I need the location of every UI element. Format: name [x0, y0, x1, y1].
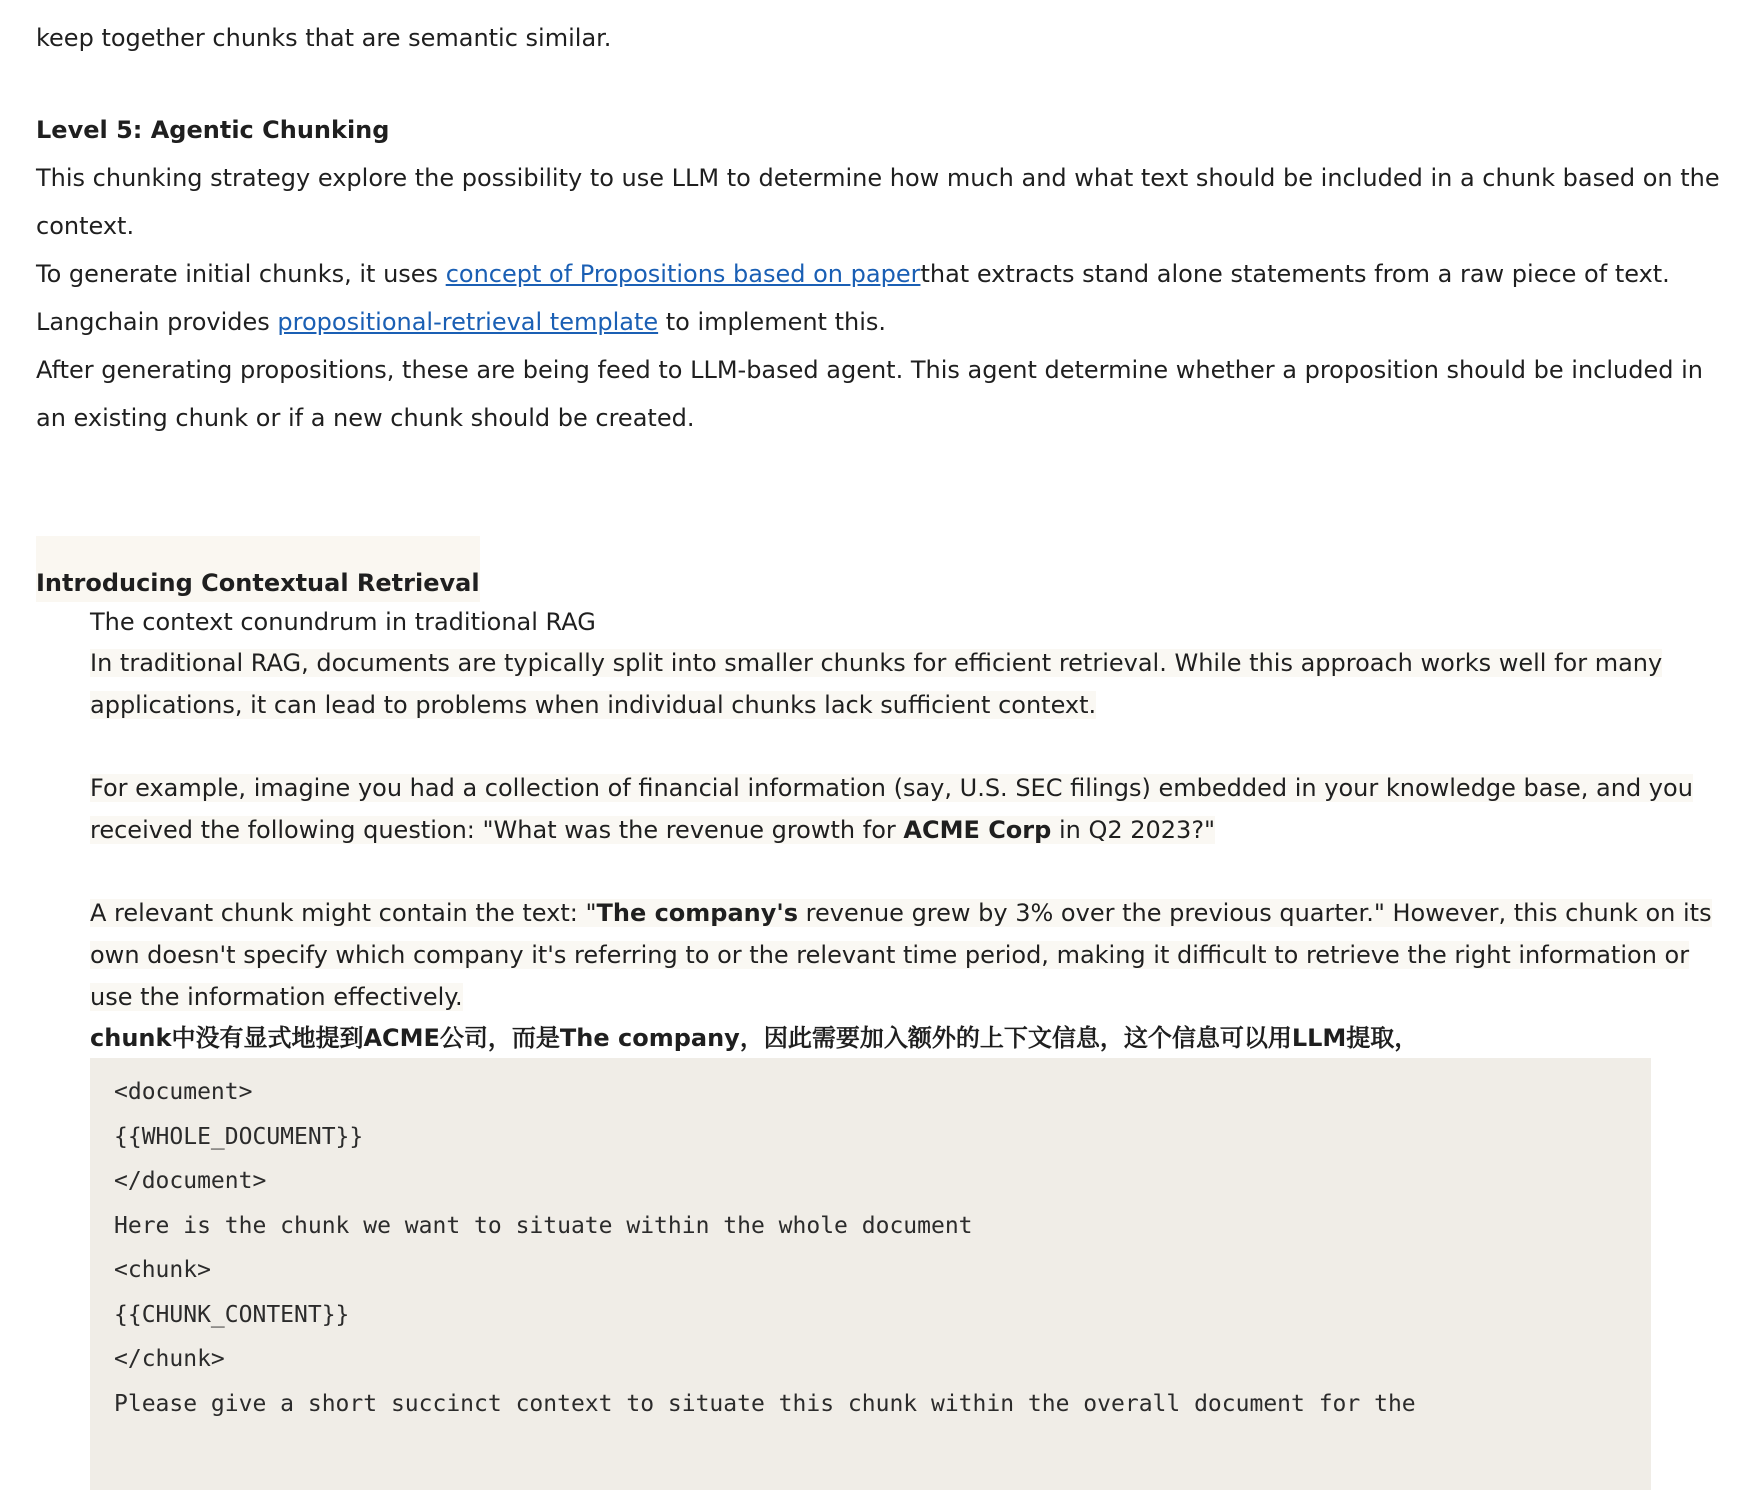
code-line: {{WHOLE_DOCUMENT}} — [114, 1123, 364, 1150]
code-line: {{CHUNK_CONTENT}} — [114, 1301, 350, 1328]
code-line: <chunk> — [114, 1257, 211, 1283]
spacer — [90, 851, 1726, 892]
text-segment: For example, imagine you had a collection of financial information (say, U.S. SEC filings) embedded in your knowledge base, and you received the following question: "What was the revenue growth for — [90, 774, 1693, 844]
code-line: </chunk> — [114, 1346, 225, 1372]
paragraph-example — [90, 767, 1726, 851]
text-segment: to implement this. — [658, 308, 887, 336]
spacer — [90, 726, 1726, 767]
code-line: Please give a short succinct context to situate this chunk within the overall document for the — [114, 1390, 1416, 1417]
section-body — [90, 602, 1726, 1490]
document-top — [36, 0, 1726, 442]
code-block — [90, 1058, 1651, 1490]
paragraph-agentic-strategy: This chunking strategy explore the possibility to use LLM to determine how much and what text should be included in a chunk based on the context. — [36, 164, 1720, 240]
code-line: </document> — [114, 1168, 267, 1194]
bold-text: ACME Corp — [903, 816, 1052, 844]
chinese-note: chunk中没有显式地提到ACME公司，而是The company，因此需要加入额外的上下文信息，这个信息可以用LLM提取， — [90, 1024, 1419, 1052]
level5-heading: Level 5: Agentic Chunking — [36, 116, 390, 144]
text-segment: In traditional RAG, documents are typically split into smaller chunks for efficient retrieval. While this approach works well for many applications, it can lead to problems when individual chunks lack sufficient context. — [90, 649, 1663, 719]
text-segment — [90, 774, 1693, 844]
text-segment: that extracts stand alone statements from a raw piece of text. Langchain provides — [36, 260, 1670, 336]
subheading: The context conundrum in traditional RAG — [90, 608, 596, 636]
spacer — [36, 62, 1726, 106]
text-segment — [90, 899, 1712, 1011]
text-segment: To generate initial chunks, it uses — [36, 260, 446, 288]
propositional-retrieval-template-link[interactable]: propositional-retrieval template — [277, 308, 659, 336]
paragraph-propositions — [36, 250, 1726, 346]
paragraph-agent: After generating propositions, these are being feed to LLM-based agent. This agent determine whether a proposition should be included in an existing chunk or if a new chunk should be created. — [36, 356, 1703, 432]
text-segment: A relevant chunk might contain the text: " — [90, 899, 597, 927]
code-line: <document> — [114, 1079, 253, 1105]
bold-text: The company's — [596, 899, 799, 927]
text-segment: revenue grew by 3% over the previous quarter." However, this chunk on its own doesn't specify which company it's referring to or the relevant time period, making it difficult to retrieve the right information or use the information effectively. — [90, 899, 1712, 1011]
propositions-paper-link[interactable]: concept of Propositions based on paper — [445, 260, 921, 288]
paragraph-semantic-similar: keep together chunks that are semantic similar. — [36, 24, 612, 52]
text-segment: in Q2 2023?" — [1051, 816, 1216, 844]
section-heading: Introducing Contextual Retrieval — [36, 536, 480, 602]
code-line: Here is the chunk we want to situate within the whole document — [114, 1212, 973, 1239]
paragraph-traditional-rag — [90, 642, 1726, 726]
contextual-retrieval-section — [36, 536, 1726, 1490]
paragraph-relevant-chunk — [90, 892, 1726, 1018]
